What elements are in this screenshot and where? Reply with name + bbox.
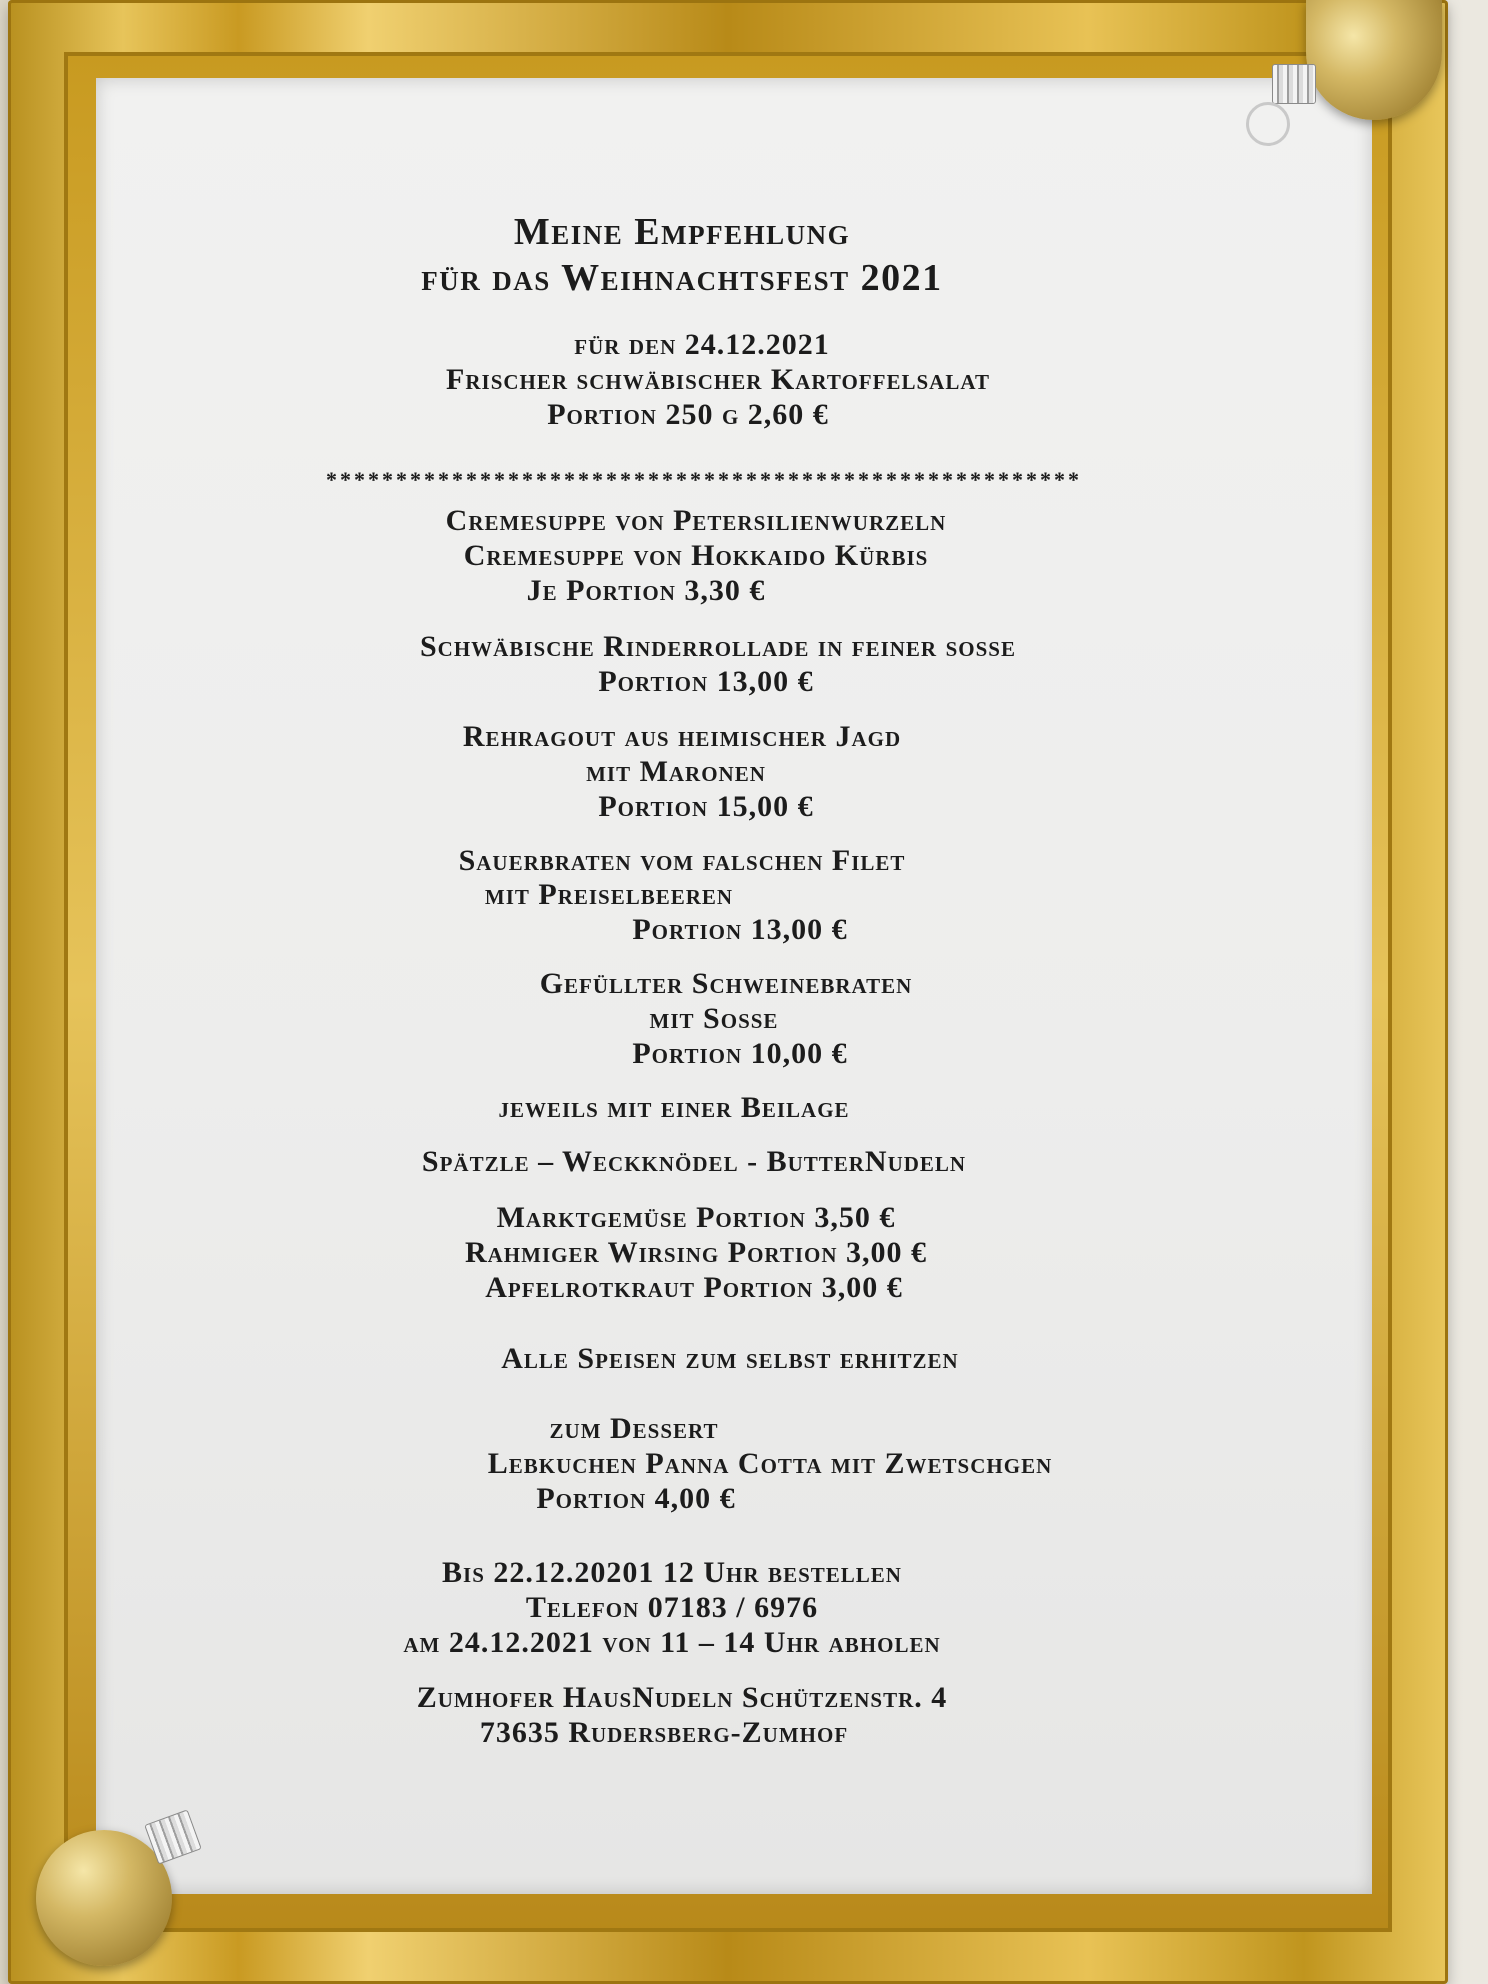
sauerbraten-item: Sauerbraten vom falschen Filet: [458, 844, 906, 877]
erhitzen-note: Alle Speisen zum selbst erhitzen: [501, 1342, 959, 1375]
apfelrotkraut-item: Apfelrotkraut Portion 3,00 €: [485, 1271, 903, 1304]
marktgemuese-item: Marktgemüse Portion 3,50 €: [496, 1201, 896, 1234]
beilage-options: Spätzle – Weckknödel - ButterNudeln: [421, 1145, 967, 1178]
rinderrollade-item: Schwäbische Rinderrollade in feiner sosse: [420, 630, 1016, 663]
schweinebraten-item: Gefüllter Schweinebraten: [539, 967, 913, 1000]
star-divider: ******************************************************: [326, 467, 1082, 492]
address-line-1: Zumhofer HausNudeln Schützenstr. 4: [416, 1681, 948, 1714]
wirsing-item: Rahmiger Wirsing Portion 3,00 €: [464, 1236, 928, 1269]
pickup-line: am 24.12.2021 von 11 – 14 Uhr abholen: [403, 1626, 941, 1659]
title-line-1: Meine Empfehlung: [513, 211, 851, 253]
schweinebraten-price: Portion 10,00 €: [632, 1037, 848, 1070]
soup-price: Je Portion 3,30 €: [526, 574, 766, 607]
rehragout-price: Portion 15,00 €: [598, 790, 814, 823]
rehragout-sub: mit Maronen: [586, 755, 766, 788]
dessert-price: Portion 4,00 €: [536, 1482, 736, 1515]
beilage-note: jeweils mit einer Beilage: [498, 1091, 850, 1124]
schweinebraten-sub: mit Sosse: [649, 1002, 779, 1035]
address-line-2: 73635 Rudersberg-Zumhof: [479, 1716, 849, 1749]
menu-content: [96, 78, 1372, 1894]
date-line: für den 24.12.2021: [574, 328, 830, 361]
rehragout-item: Rehragout aus heimischer Jagd: [462, 720, 902, 753]
menu-paper: [96, 78, 1372, 1894]
order-deadline: Bis 22.12.20201 12 Uhr bestellen: [442, 1556, 902, 1589]
dessert-heading: zum Dessert: [549, 1412, 719, 1445]
sauerbraten-price: Portion 13,00 €: [632, 913, 848, 946]
soup-item-2: Cremesuppe von Hokkaido Kürbis: [463, 539, 929, 572]
ornament-hook-top-right: [1246, 102, 1290, 146]
kartoffelsalat-price: Portion 250 g 2,60 €: [547, 398, 829, 431]
christmas-ornament-bottom-left: [36, 1830, 172, 1966]
kartoffelsalat-item: Frischer schwäbischer Kartoffelsalat: [446, 363, 990, 396]
soup-item-1: Cremesuppe von Petersilienwurzeln: [445, 504, 947, 537]
sauerbraten-sub: mit Preiselbeeren: [484, 878, 734, 911]
rinderrollade-price: Portion 13,00 €: [598, 665, 814, 698]
phone-line: Telefon 07183 / 6976: [525, 1591, 819, 1624]
ornament-cap-top-right: [1272, 64, 1316, 104]
title-line-2: für das Weihnachtsfest 2021: [421, 257, 943, 299]
dessert-item: Lebkuchen Panna Cotta mit Zwetschgen: [487, 1447, 1053, 1480]
